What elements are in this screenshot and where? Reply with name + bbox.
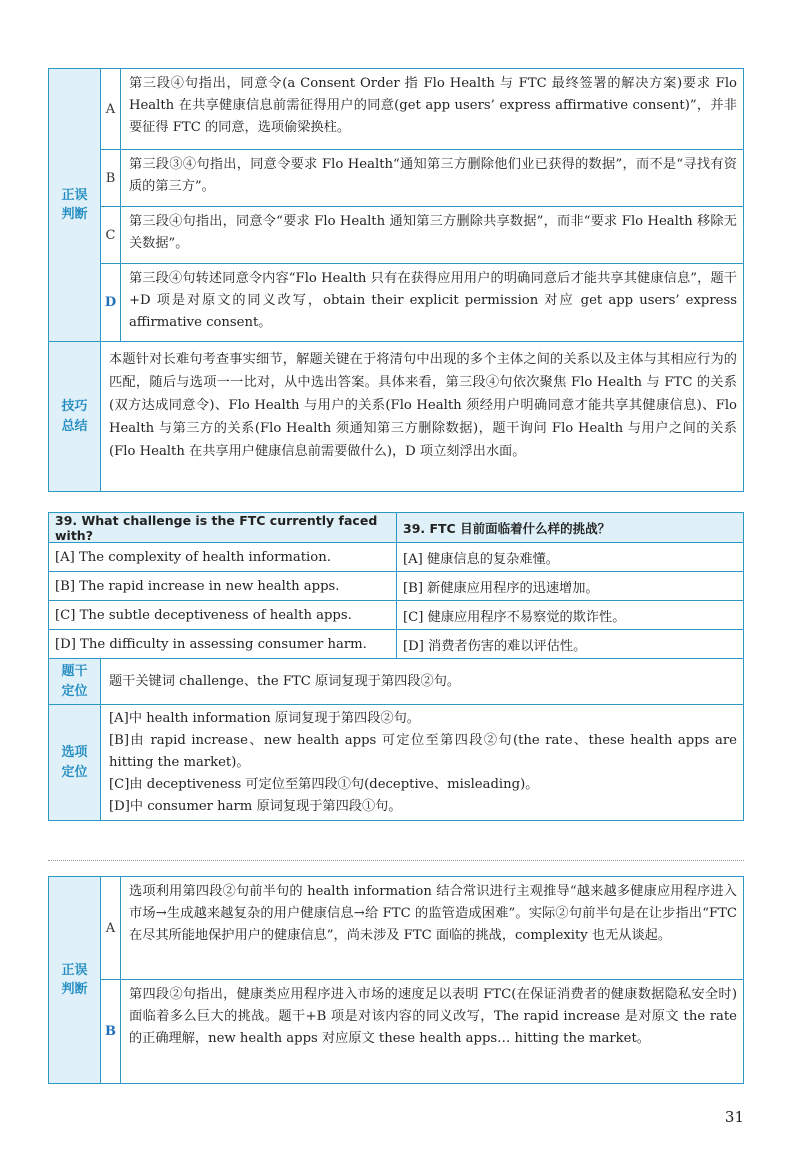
judgement-group (49, 69, 743, 341)
section-divider (48, 860, 744, 861)
option-location-label: 选项定位 (49, 705, 101, 820)
option-letter: B (101, 150, 121, 206)
analysis-text: 第四段②句指出，健康类应用程序进入市场的速度足以表明 FTC(在保证消费者的健康数据隐私安全时)面临着多么巨大的挑战。题干+B 项是对该内容的同义改写，The rapid increase 是对原文 the rate 的正确理解，new health apps 对应原文 these health apps… hitting the market。 (129, 987, 737, 1046)
analysis-text: 第三段③④句指出，同意令要求 Flo Health“通知第三方删除他们业已获得的数据”，而不是“寻找有资质的第三方”。 (129, 157, 737, 194)
option-zh: [A] 健康信息的复杂难懂。 (396, 543, 743, 571)
answer-analysis-box-38 (48, 68, 744, 492)
option-en: [A] The complexity of health information. (55, 549, 331, 565)
option-letter: D (101, 264, 121, 341)
option-location-line: [C]由 deceptiveness 可定位至第四段①句(deceptive、misleading)。 (109, 777, 539, 792)
option-zh: [C] 健康应用程序不易察觉的欺诈性。 (396, 601, 743, 629)
analysis-text: 第三段④句转述同意令内容“Flo Health 只有在获得应用用户的明确同意后才能共享其健康信息”，题干+D 项是对原文的同义改写，obtain their explicit permission 对应 get app users’ express affirmative consent。 (129, 271, 737, 330)
judgement-group (49, 877, 743, 1083)
analysis-text: 选项利用第四段②句前半句的 health information 结合常识进行主观推导“越来越多健康应用程序进入市场→生成越来越复杂的用户健康信息→给 FTC 的监管造成困难”。实际②句前半句是在让步指出“FTC 在尽其所能地保护用户的健康信息”，尚未涉及 FTC 面临的挑战，complexity 也无从谈起。 (129, 884, 737, 943)
option-analysis-a (101, 877, 743, 979)
option-en: [D] The difficulty in assessing consumer harm. (55, 636, 367, 652)
option-analysis-c (101, 206, 743, 263)
judgement-label: 正误判断 (49, 69, 101, 341)
option-row-a (49, 542, 743, 571)
judgement-label: 正误判断 (49, 877, 101, 1083)
answer-analysis-box-39 (48, 876, 744, 1084)
question-en: 39. What challenge is the FTC currently faced with? (55, 512, 378, 543)
option-analysis-b (101, 149, 743, 206)
option-location-line: [B]由 rapid increase、new health apps 可定位至第四段②句(the rate、these health apps are hitting the market)。 (109, 733, 737, 770)
stem-location-row (49, 658, 743, 704)
option-analysis-a (101, 69, 743, 149)
question-zh: 39. FTC 目前面临着什么样的挑战？ (396, 513, 743, 542)
option-row-d (49, 629, 743, 658)
page-number: 31 (724, 1108, 744, 1126)
option-zh: [B] 新健康应用程序的迅速增加。 (396, 572, 743, 600)
option-zh: [D] 消费者伤害的难以评估性。 (396, 630, 743, 658)
stem-location-label: 题干定位 (49, 659, 101, 704)
summary-row (49, 341, 743, 491)
option-letter: A (101, 877, 121, 979)
option-location-line: [D]中 consumer harm 原词复现于第四段①句。 (109, 799, 402, 814)
option-letter: C (101, 207, 121, 263)
option-location-row (49, 704, 743, 820)
option-letter: B (101, 980, 121, 1083)
option-letter: A (101, 69, 121, 149)
analysis-text: 第三段④句指出，同意令“要求 Flo Health 通知第三方删除共享数据”，而非“要求 Flo Health 移除无关数据”。 (129, 214, 737, 251)
option-analysis-b (101, 979, 743, 1083)
option-analysis-d (101, 263, 743, 341)
option-row-c (49, 600, 743, 629)
question-header-row (49, 513, 743, 542)
question-39-box (48, 512, 744, 821)
option-location-line: [A]中 health information 原词复现于第四段②句。 (109, 711, 420, 726)
option-en: [B] The rapid increase in new health apps. (55, 578, 340, 594)
stem-location-text: 题干关键词 challenge、the FTC 原词复现于第四段②句。 (109, 673, 461, 689)
option-en: [C] The subtle deceptiveness of health apps. (55, 607, 352, 623)
summary-text: 本题针对长难句考查事实细节，解题关键在于将清句中出现的多个主体之间的关系以及主体与其相应行为的匹配，随后与选项一一比对，从中选出答案。具体来看，第三段④句依次聚焦 Flo Health 与 FTC 的关系(双方达成同意令)、Flo Health 与用户的关系(Flo Health 须经用户明确同意才能共享其健康信息)、Flo Health 与第三方的关系(Flo Health 须通知第三方删除数据)，题干询问 Flo Health 与用户之间的关系(Flo Health 在共享用户健康信息前需要做什么)，D 项立刻浮出水面。 (109, 352, 737, 459)
summary-label: 技巧总结 (49, 342, 101, 491)
analysis-text: 第三段④句指出，同意令(a Consent Order 指 Flo Health 与 FTC 最终签署的解决方案)要求 Flo Health 在共享健康信息前需征得用户的同意(get app users’ express affirmative consent)”，并非要征得 FTC 的同意，选项偷梁换柱。 (129, 76, 737, 135)
option-row-b (49, 571, 743, 600)
option-location-text (101, 705, 743, 820)
